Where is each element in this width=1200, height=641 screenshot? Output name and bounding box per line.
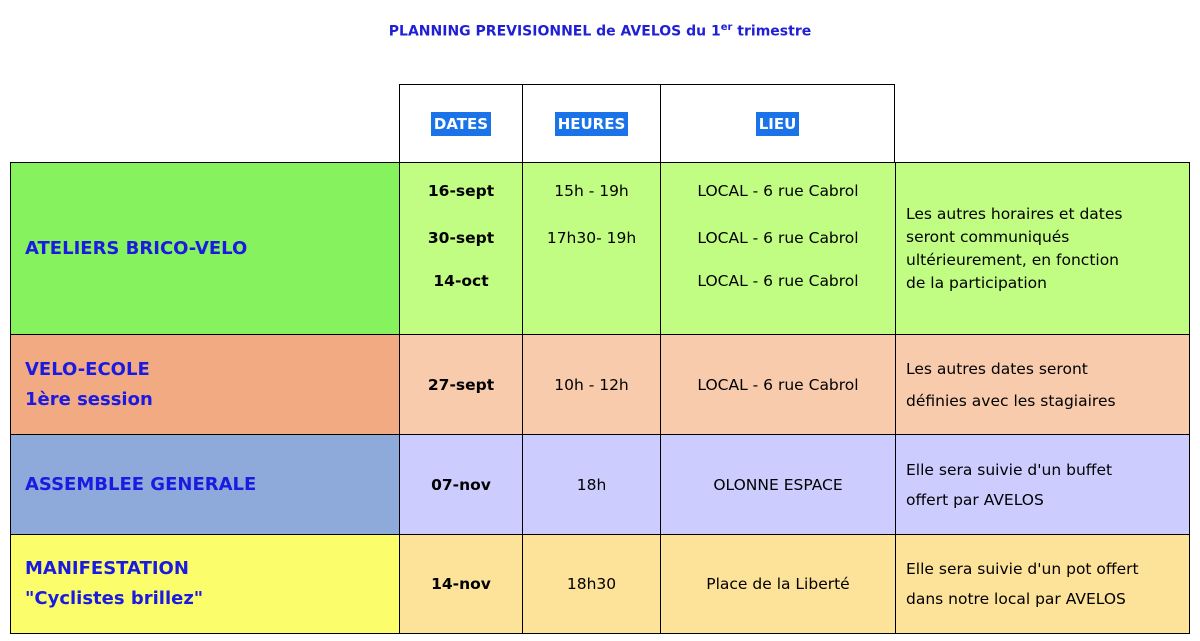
- header-dates-label: DATES: [431, 112, 491, 136]
- lieu-item: LOCAL - 6 rue Cabrol: [697, 229, 859, 247]
- row-ateliers-note: [895, 162, 1190, 334]
- row-velo-ecole-lieu: [660, 334, 895, 434]
- row-assemblee-dates: [399, 434, 522, 534]
- date-item: 30-sept: [427, 229, 495, 247]
- header-lieu-label: LIEU: [756, 112, 800, 136]
- note-line: offert par AVELOS: [906, 490, 1044, 509]
- lieu-item: OLONNE ESPACE: [713, 475, 843, 494]
- note-line: Elle sera suivie d'un pot offert: [906, 560, 1139, 578]
- row-velo-ecole-label: [10, 334, 399, 434]
- title-superscript: er: [720, 22, 733, 33]
- row-assemblee-heures: [522, 434, 660, 534]
- note-line: dans notre local par AVELOS: [906, 590, 1126, 608]
- date-item: 07-nov: [431, 475, 491, 494]
- date-item: 14-nov: [431, 575, 491, 593]
- lieu-item: Place de la Liberté: [706, 575, 850, 593]
- heure-item: 10h - 12h: [554, 375, 629, 394]
- row-manifestation-note: [895, 534, 1190, 634]
- row-velo-ecole-label-line: VELO-ECOLE: [25, 358, 150, 380]
- note-line: définies avec les stagiaires: [906, 391, 1116, 410]
- date-item: 14-oct: [433, 272, 489, 290]
- row-manifestation-label-line: "Cyclistes brillez": [25, 588, 204, 609]
- note-line: ultérieurement, en fonction: [906, 250, 1120, 269]
- date-item: 16-sept: [427, 182, 495, 200]
- row-ateliers-lieu: [660, 162, 895, 334]
- title-main: PLANNING PREVISIONNEL de AVELOS du 1: [388, 23, 721, 40]
- row-assemblee-lieu: [660, 434, 895, 534]
- note-line: Les autres dates seront: [906, 359, 1088, 378]
- row-manifestation-label: [10, 534, 399, 634]
- heure-item: 18h30: [566, 575, 617, 593]
- row-velo-ecole-label-line: 1ère session: [25, 388, 153, 410]
- header-lieu: [660, 84, 895, 162]
- row-manifestation-heures: [522, 534, 660, 634]
- row-manifestation-label-line: MANIFESTATION: [25, 558, 189, 579]
- header-heures-label: HEURES: [555, 112, 629, 136]
- heure-item: 17h30- 19h: [546, 229, 637, 247]
- row-velo-ecole-heures: [522, 334, 660, 434]
- row-manifestation-dates: [399, 534, 522, 634]
- lieu-item: LOCAL - 6 rue Cabrol: [697, 272, 859, 290]
- row-ateliers-label: [10, 162, 399, 334]
- header-dates: [399, 84, 522, 162]
- date-item: 27-sept: [427, 375, 495, 394]
- row-ateliers-heures: [522, 162, 660, 334]
- note-line: Elle sera suivie d'un buffet: [906, 460, 1113, 479]
- heure-item: 15h - 19h: [554, 182, 629, 200]
- row-assemblee-label-line: ASSEMBLEE GENERALE: [25, 473, 257, 495]
- heure-item: 18h: [576, 475, 607, 494]
- row-ateliers-label-line: ATELIERS BRICO-VELO: [25, 237, 248, 259]
- lieu-item: LOCAL - 6 rue Cabrol: [697, 375, 859, 394]
- row-ateliers-dates: [399, 162, 522, 334]
- row-assemblee-note: [895, 434, 1190, 534]
- lieu-item: LOCAL - 6 rue Cabrol: [697, 182, 859, 200]
- row-velo-ecole-dates: [399, 334, 522, 434]
- title-after: trimestre: [732, 23, 812, 40]
- note-line: Les autres horaires et dates: [906, 204, 1123, 223]
- row-assemblee-label: [10, 434, 399, 534]
- row-velo-ecole-note: [895, 334, 1190, 434]
- header-heures: [522, 84, 660, 162]
- row-manifestation-lieu: [660, 534, 895, 634]
- page-title: [0, 22, 1200, 40]
- note-line: seront communiqués: [906, 227, 1070, 246]
- note-line: de la participation: [906, 273, 1047, 292]
